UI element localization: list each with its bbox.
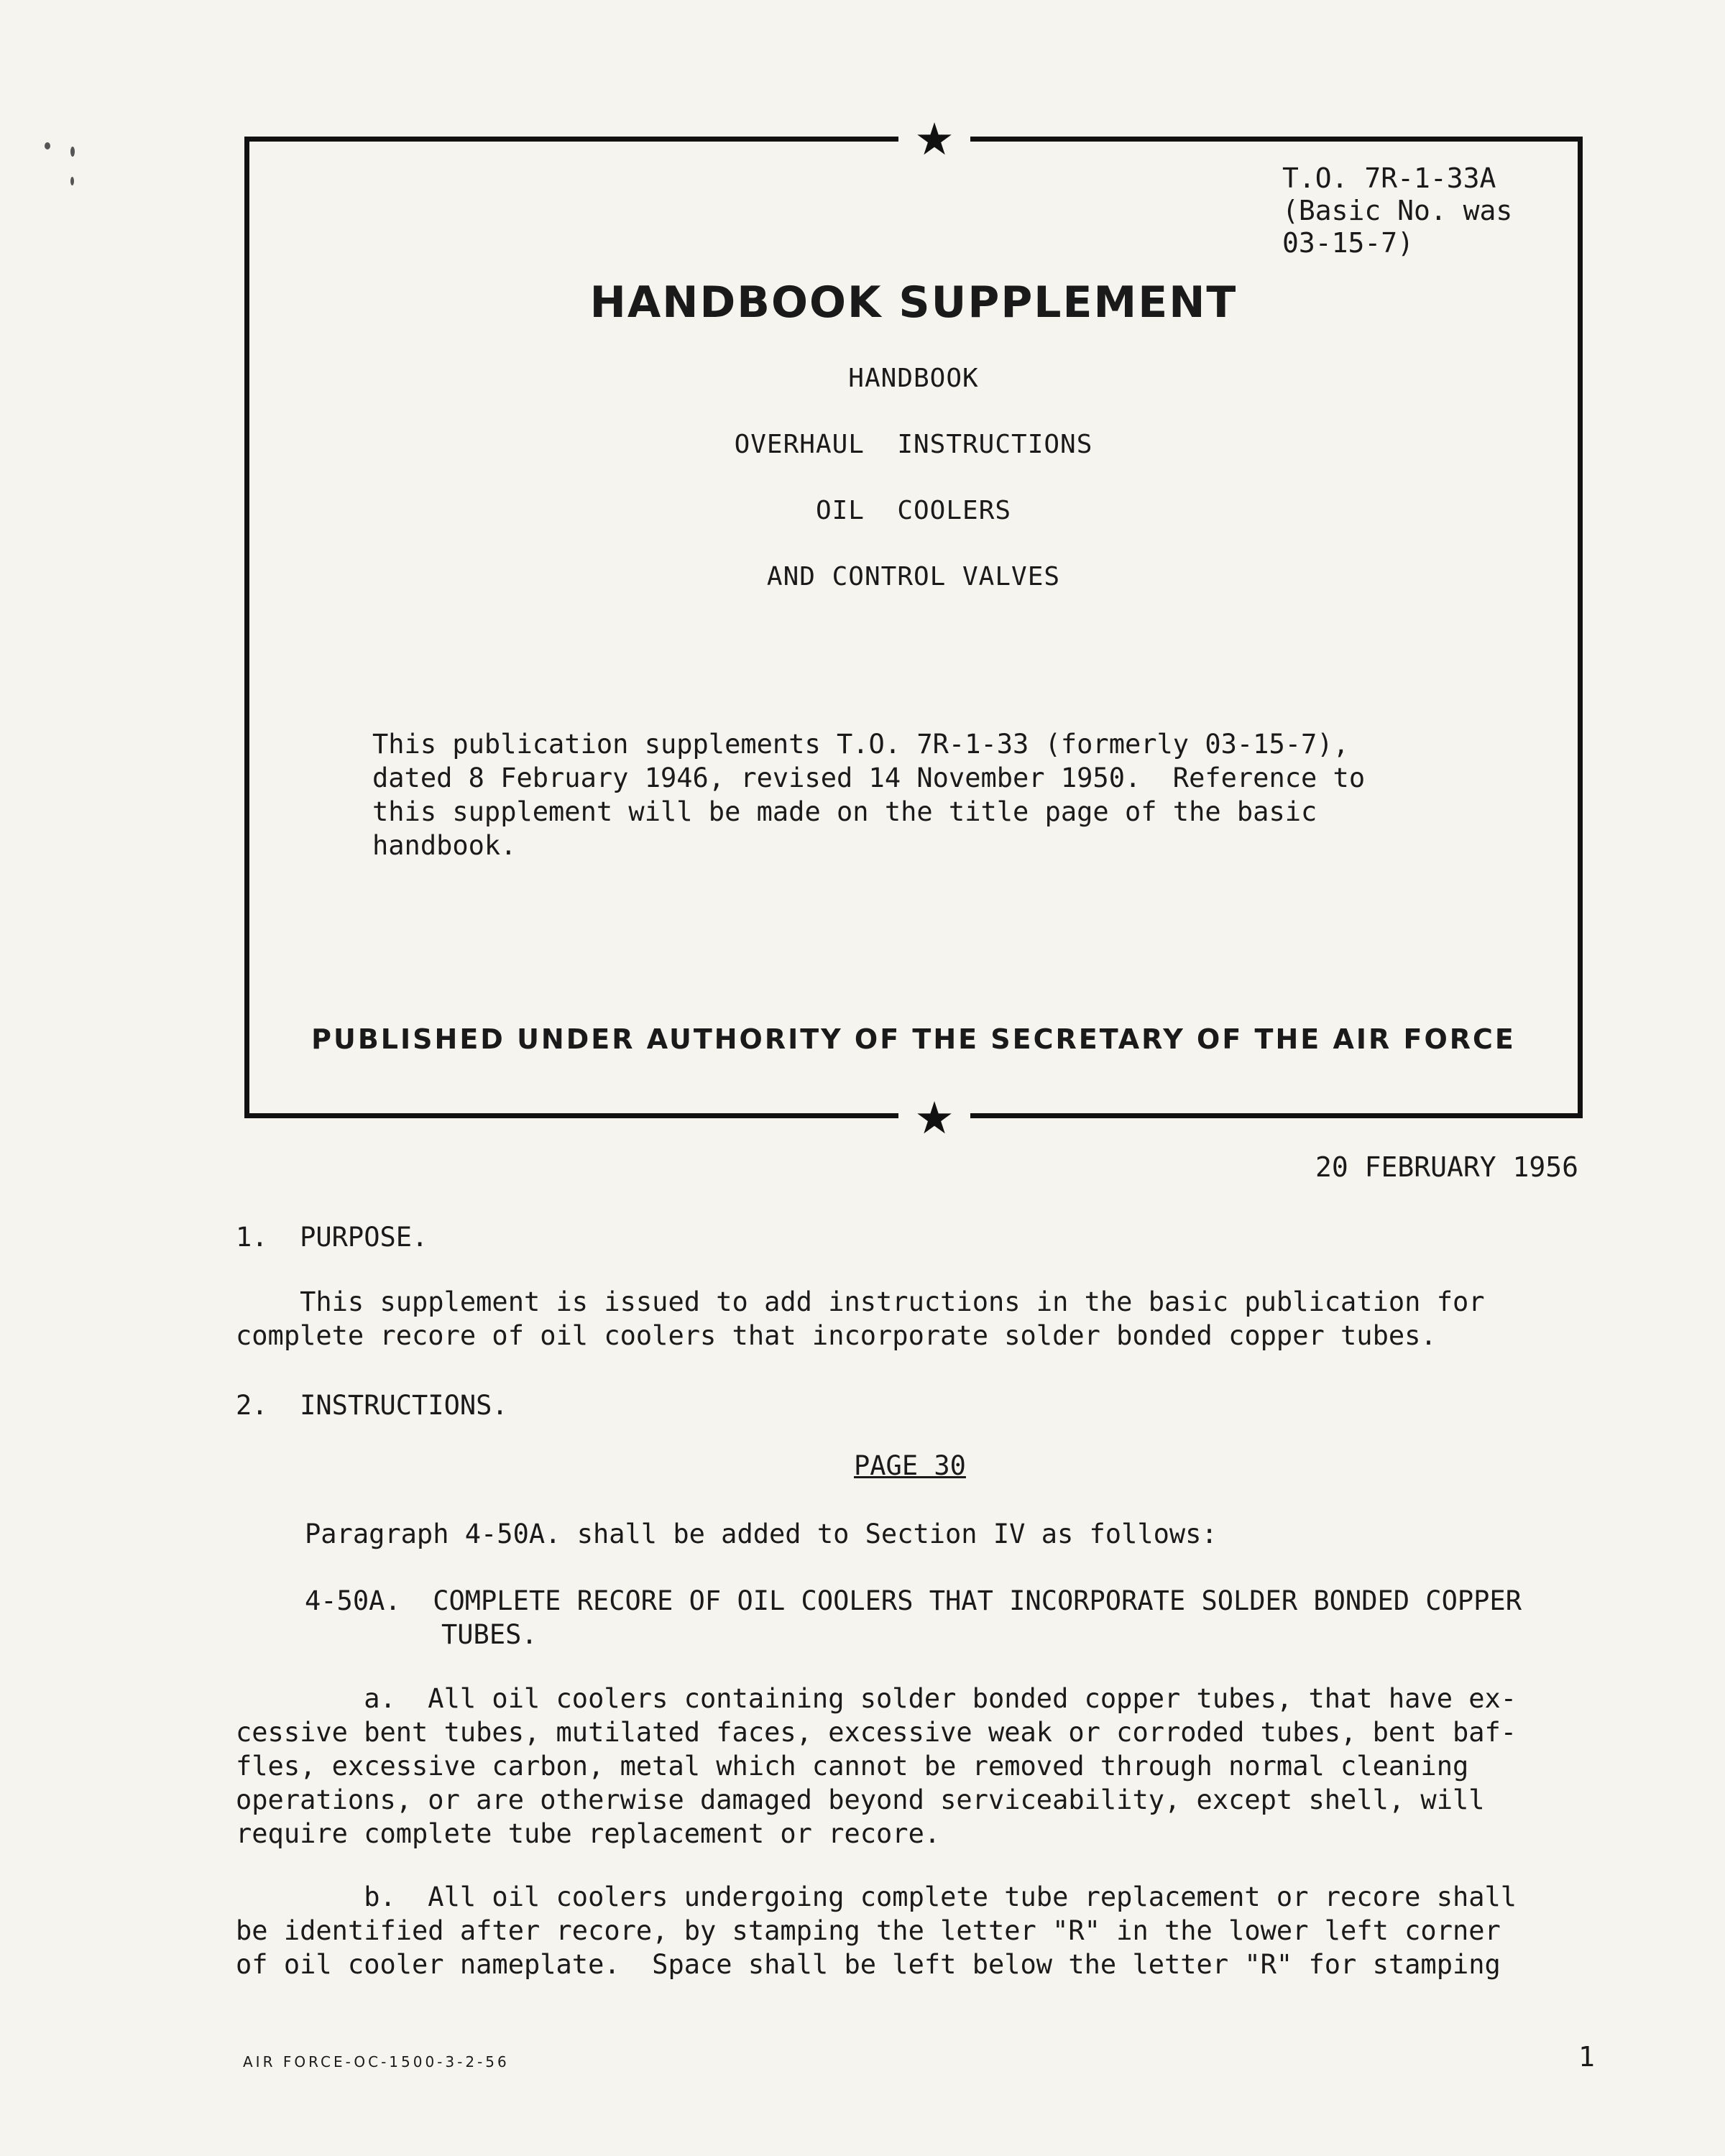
body-line: This supplement is issued to add instructions in the basic publication for (236, 1286, 1485, 1317)
item-a-line: require complete tube replacement or recore. (236, 1818, 941, 1849)
intro-line: handbook. (372, 830, 517, 861)
paragraph-title: 4-50A. COMPLETE RECORE OF OIL COOLERS THAT INCORPORATE SOLDER BONDED COPPER (305, 1585, 1522, 1616)
print-code: AIR FORCE-OC-1500-3-2-56 (243, 2053, 510, 2070)
paragraph-title: TUBES. (441, 1619, 538, 1650)
intro-paragraph (372, 727, 1479, 862)
authority-statement: PUBLISHED UNDER AUTHORITY OF THE SECRETARY OF THE AIR FORCE (311, 1023, 1516, 1055)
scan-speck (45, 142, 50, 149)
item-b-line: b. All oil coolers undergoing complete tube replacement or recore shall (236, 1881, 1517, 1912)
intro-line: this supplement will be made on the title page of the basic (372, 796, 1317, 827)
item-a-line: operations, or are otherwise damaged beyond serviceability, except shell, will (236, 1784, 1485, 1815)
to-number-block (1282, 162, 1512, 259)
star-icon: ★ (898, 1097, 970, 1140)
subtitle-oil-coolers: OIL COOLERS (815, 496, 1012, 525)
body-line: complete recore of oil coolers that incorporate solder bonded copper tubes. (236, 1320, 1437, 1351)
item-b-line: be identified after recore, by stamping the letter "R" in the lower left corner (236, 1915, 1501, 1946)
paragraph-intro: Paragraph 4-50A. shall be added to Section IV as follows: (305, 1519, 1218, 1549)
intro-line: This publication supplements T.O. 7R-1-33 (formerly 03-15-7), (372, 729, 1349, 760)
subtitle-handbook: HANDBOOK (848, 364, 979, 393)
page-title: HANDBOOK SUPPLEMENT (589, 277, 1238, 328)
publication-date: 20 FEBRUARY 1956 (1315, 1151, 1579, 1183)
subtitle-control-valves: AND CONTROL VALVES (766, 562, 1061, 591)
page-number: 1 (1578, 2041, 1595, 2073)
item-a-line: a. All oil coolers containing solder bonded copper tubes, that have ex- (236, 1683, 1517, 1714)
item-a-line: cessive bent tubes, mutilated faces, excessive weak or corroded tubes, bent baf- (236, 1717, 1517, 1748)
star-icon: ★ (898, 118, 970, 161)
page-reference: PAGE 30 (854, 1450, 966, 1481)
to-line: 03-15-7) (1282, 227, 1414, 259)
intro-line: dated 8 February 1946, revised 14 November 1950. Reference to (372, 763, 1366, 793)
item-b-line: of oil cooler nameplate. Space shall be left below the letter "R" for stamping (236, 1949, 1501, 1980)
section-heading-instructions: 2. INSTRUCTIONS. (236, 1390, 508, 1421)
to-line: T.O. 7R-1-33A (1282, 162, 1496, 194)
scan-speck (70, 177, 74, 185)
subtitle-overhaul: OVERHAUL INSTRUCTIONS (734, 430, 1093, 459)
to-line: (Basic No. was (1282, 195, 1513, 226)
section-heading-purpose: 1. PURPOSE. (236, 1222, 428, 1253)
item-a-line: fles, excessive carbon, metal which cannot be removed through normal cleaning (236, 1751, 1469, 1782)
scan-speck (70, 147, 75, 157)
